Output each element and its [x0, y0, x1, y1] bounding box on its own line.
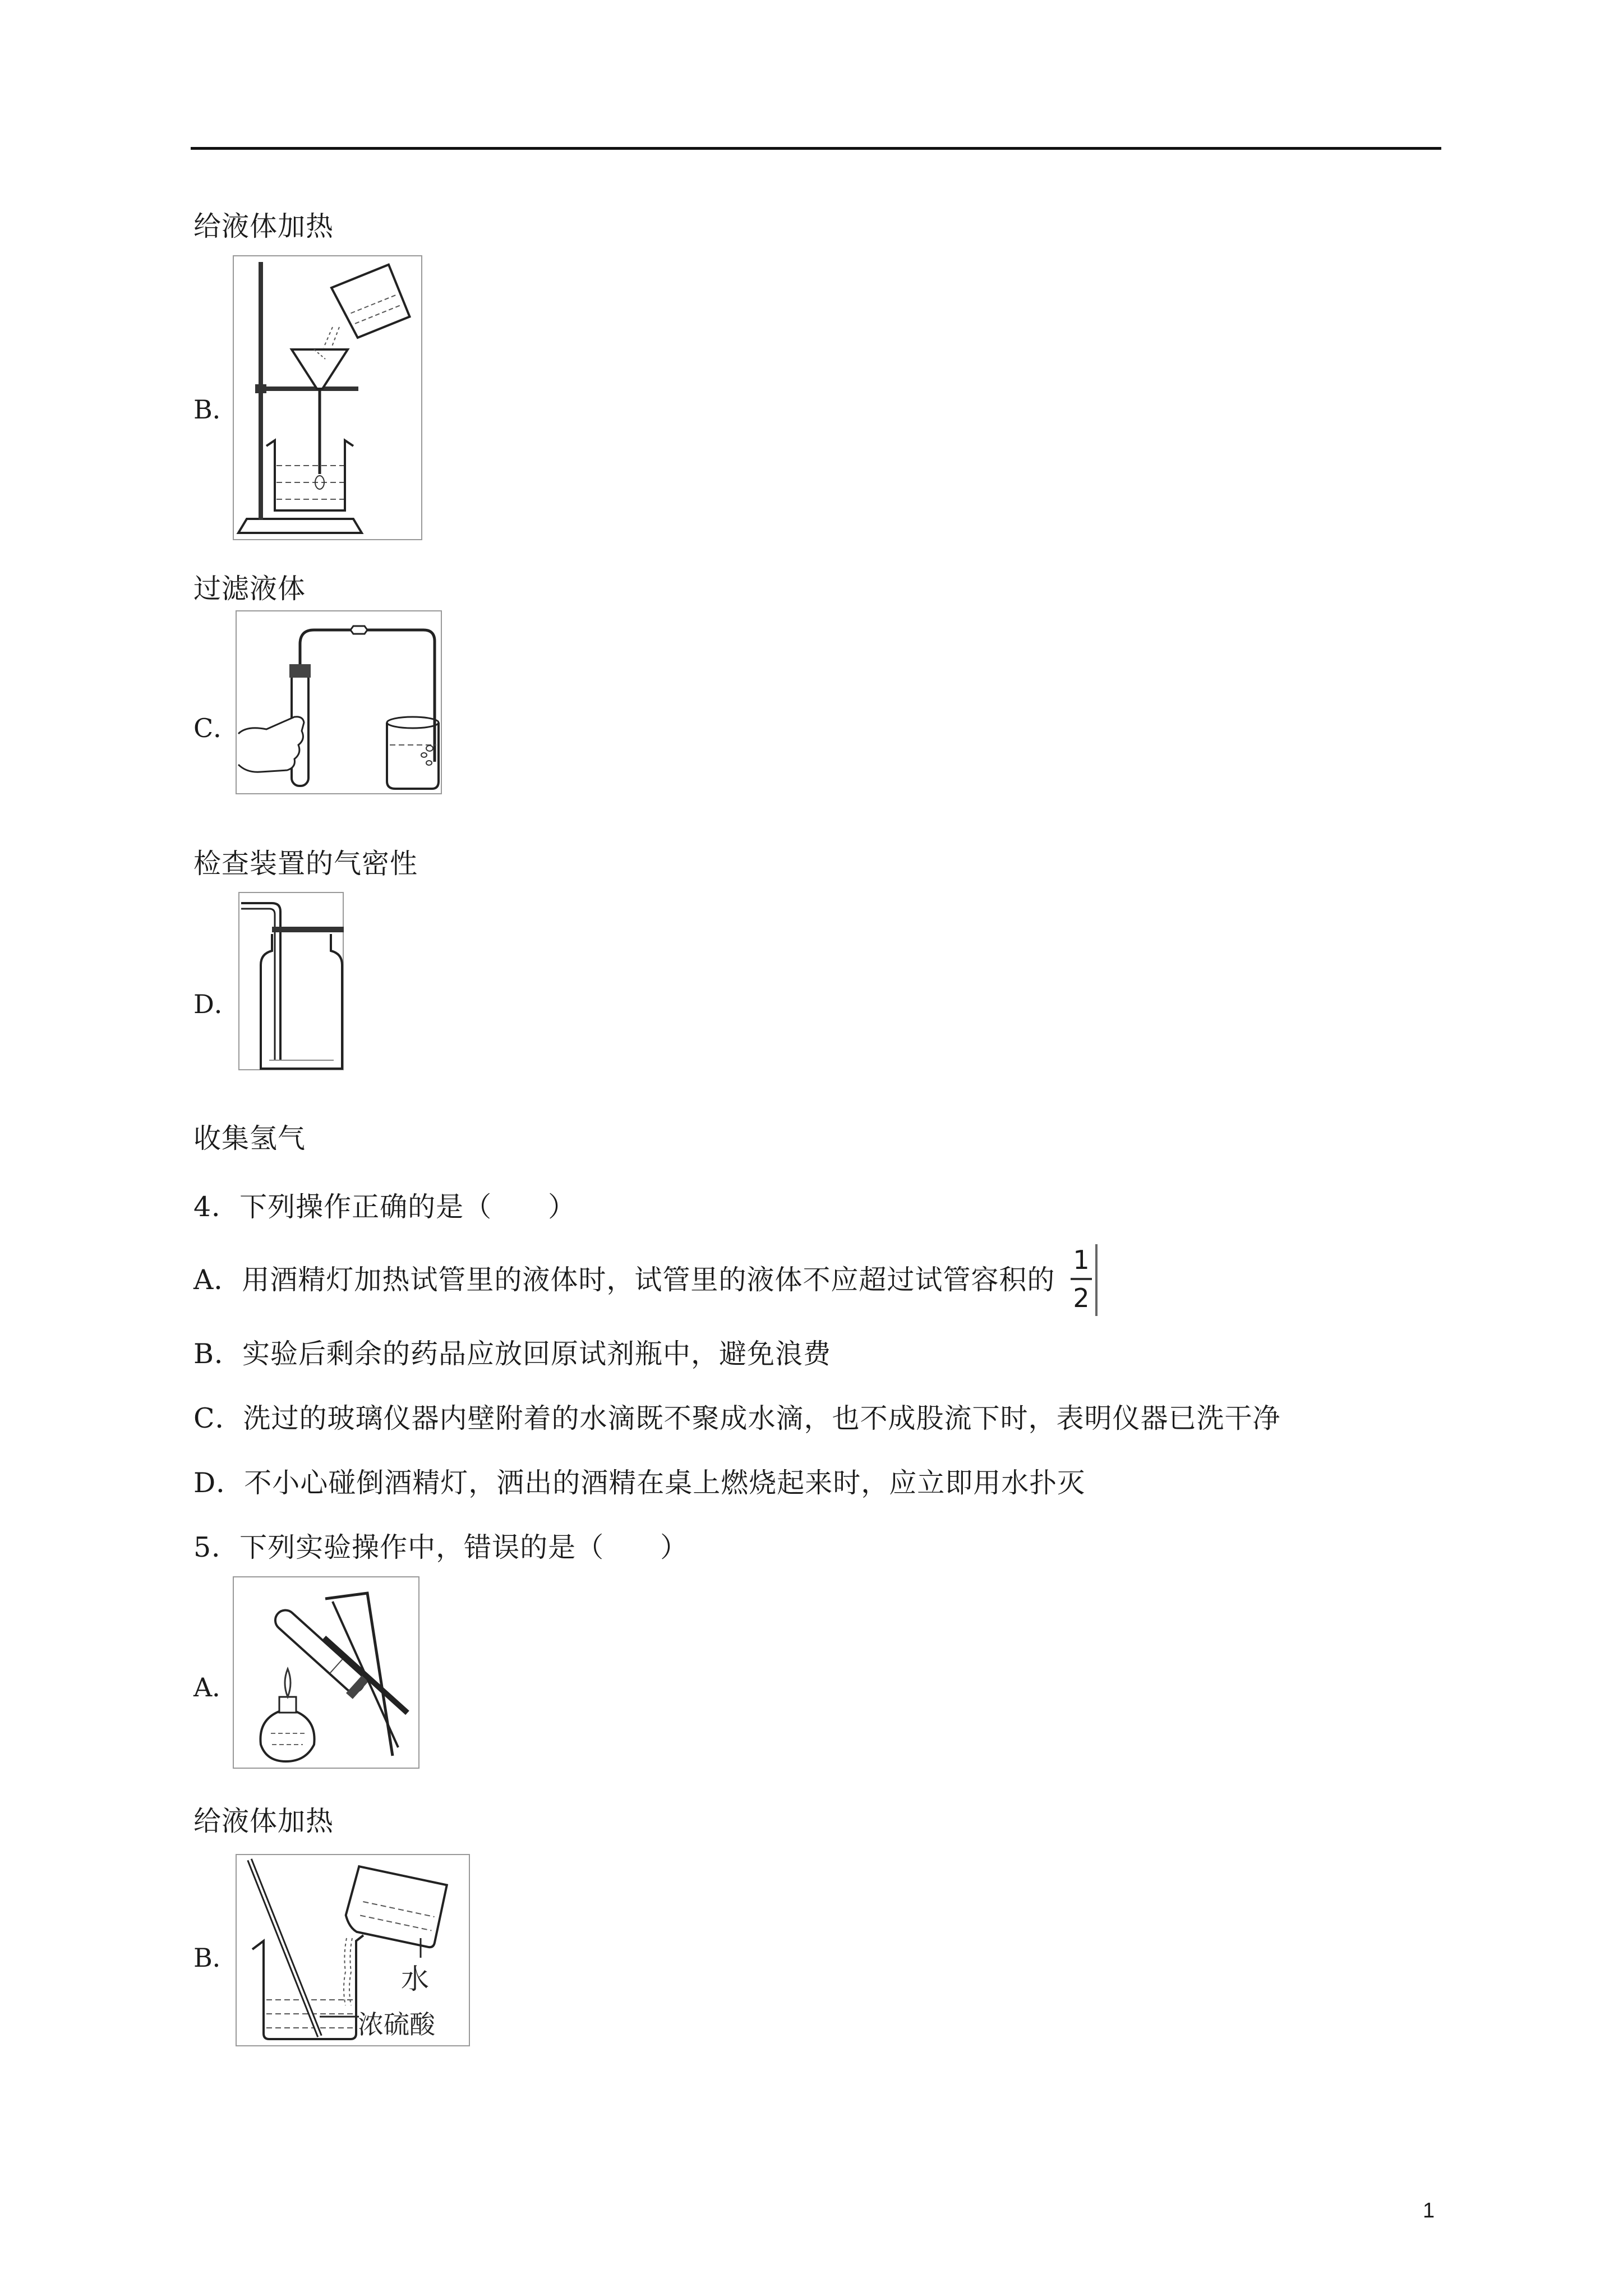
option-c-label: C． — [193, 713, 239, 743]
fraction-numerator: 1 — [1073, 1245, 1090, 1275]
question-5-stem: 5．下列实验操作中，错误的是（ ） — [193, 1531, 689, 1563]
fraction-denominator: 2 — [1073, 1283, 1090, 1313]
caption-heat-liquid: 给液体加热 — [193, 210, 334, 242]
header-rule — [191, 147, 1441, 150]
option-a-label: A． — [193, 1672, 238, 1703]
heating-test-tube-figure — [233, 1576, 421, 1770]
concentrated-sulfuric-acid-label: 浓硫酸 — [358, 2009, 435, 2040]
filtration-apparatus-figure — [233, 255, 423, 541]
gas-collection-bottle-figure — [238, 892, 345, 1071]
option-b-label: B． — [193, 394, 238, 425]
option-b-label-2: B． — [193, 1943, 238, 1973]
question-4-option-b: B．实验后剩余的药品应放回原试剂瓶中，避免浪费 — [193, 1338, 832, 1370]
option-d-label: D． — [193, 989, 240, 1019]
fraction-one-half — [1067, 1244, 1098, 1316]
water-label: 水 — [401, 1963, 429, 1995]
question-4-option-a: A．用酒精灯加热试管里的液体时，试管里的液体不应超过试管容积的 — [193, 1264, 1055, 1296]
question-4-option-c: C．洗过的玻璃仪器内壁附着的水滴既不聚成水滴，也不成股流下时，表明仪器已洗干净 — [193, 1402, 1281, 1434]
fraction-bar — [1071, 1278, 1092, 1280]
caption-heat-liquid-2: 给液体加热 — [193, 1805, 334, 1837]
dilute-sulfuric-acid-figure — [236, 1854, 471, 2047]
caption-collect-hydrogen: 收集氢气 — [193, 1122, 306, 1154]
question-4-option-d: D．不小心碰倒酒精灯，洒出的酒精在桌上燃烧起来时，应立即用水扑灭 — [193, 1467, 1086, 1499]
caption-check-airtightness: 检查装置的气密性 — [193, 848, 418, 880]
question-4-stem: 4．下列操作正确的是（ ） — [193, 1191, 577, 1223]
page-number: 1 — [1423, 2199, 1435, 2223]
airtightness-check-figure — [236, 610, 443, 795]
caption-filter-liquid: 过滤液体 — [193, 573, 306, 605]
